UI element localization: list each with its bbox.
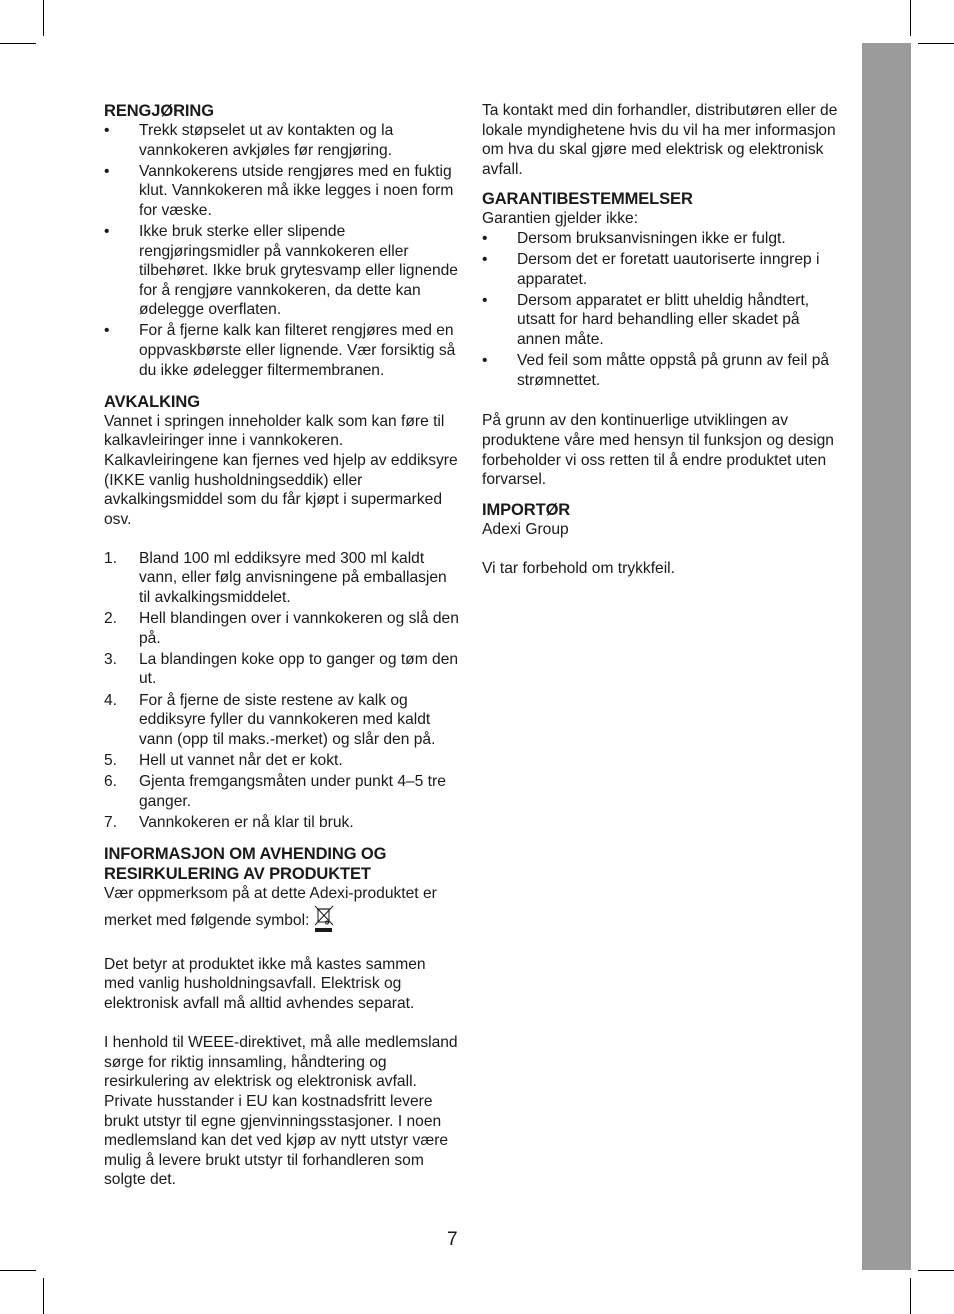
list-item: • Ved feil som måtte oppstå på grunn av feil på strømnettet. bbox=[482, 352, 830, 389]
side-tab bbox=[862, 43, 911, 1270]
crop-mark bbox=[0, 1270, 36, 1271]
warranty-heading: GARANTIBESTEMMELSER bbox=[482, 190, 693, 209]
descaling-intro: Vannet i springen inneholder kalk som kan føre til kalkavleiringer inne i vannkokeren. Kalkavleiringene kan fjernes ved hjelp av eddiksyre (IKKE vanlig husholdningseddik) eller avkalkingsmiddel som du får kjøpt i supermarked osv. bbox=[104, 412, 458, 528]
list-item: 3. La blandingen koke opp to ganger og tøm den ut. bbox=[104, 650, 459, 688]
bullet: • bbox=[104, 162, 110, 180]
list-item: 5. Hell ut vannet når det er kokt. bbox=[104, 751, 343, 769]
disclaimer: Vi tar forbehold om trykkfeil. bbox=[482, 559, 675, 577]
contact-paragraph: Ta kontakt med din forhandler, distributøren eller de lokale myndighetene hvis du vil ha mer informasjon om hva du skal gjøre med elektrisk og elektronisk avfall. bbox=[482, 102, 838, 178]
cleaning-heading: RENGJØRING bbox=[104, 102, 214, 120]
crop-mark bbox=[43, 1278, 44, 1314]
warranty-closing: På grunn av den kontinuerlige utviklingen av produktene våre med hensyn til funksjon og design forbeholder vi oss retten til å endre produktet uten forvarsel. bbox=[482, 412, 834, 489]
disposal-paragraph: Det betyr at produktet ikke må kastes sammen med vanlig husholdningsavfall. Elektrisk og elektronisk avfall må alltid avhendes separat. bbox=[104, 955, 426, 1013]
list-item: • Vannkokerens utside rengjøres med en fuktig klut. Vannkokeren må ikke legges i noen form for væske. bbox=[104, 162, 454, 219]
crop-mark bbox=[0, 43, 36, 44]
list-item: 4. For å fjerne de siste restene av kalk og eddiksyre fyller du vannkokeren med kaldt vann (opp til maks.-merket) og slår den på. bbox=[104, 691, 436, 748]
list-item: • Trekk støpselet ut av kontakten og la vannkokeren avkjøles før rengjøring. bbox=[104, 122, 394, 159]
importer-name: Adexi Group bbox=[482, 520, 569, 538]
crossed-out-wheelie-bin-icon bbox=[313, 903, 335, 935]
cleaning-list bbox=[104, 121, 460, 380]
page-number: 7 bbox=[447, 1229, 458, 1250]
list-item: • For å fjerne kalk kan filteret rengjøres med en oppvaskbørste eller lignende. Vær forsiktig så du ikke ødelegger filtermembranen. bbox=[104, 322, 456, 379]
right-column bbox=[482, 101, 838, 578]
list-item: • Dersom apparatet er blitt uheldig håndtert, utsatt for hard behandling eller skadet på annen måte. bbox=[482, 291, 810, 348]
warranty-list bbox=[482, 229, 838, 390]
list-item: • Dersom bruksanvisningen ikke er fulgt. bbox=[482, 229, 786, 247]
bullet: • bbox=[104, 222, 110, 240]
list-item: 2. Hell blandingen over i vannkokeren og slå den på. bbox=[104, 610, 459, 647]
crop-mark bbox=[918, 1270, 954, 1271]
list-item: • Dersom det er foretatt uautoriserte inngrep i apparatet. bbox=[482, 251, 820, 288]
bullet: • bbox=[482, 291, 488, 309]
bullet: • bbox=[482, 251, 488, 269]
bullet: • bbox=[104, 122, 110, 139]
list-item: 6. Gjenta fremgangsmåten under punkt 4–5 tre ganger. bbox=[104, 772, 446, 810]
list-item: 1. Bland 100 ml eddiksyre med 300 ml kaldt vann, eller følg anvisningene på emballasjen til avkalkingsmiddelet. bbox=[104, 549, 447, 607]
bullet: • bbox=[482, 229, 488, 247]
descaling-heading: AVKALKING bbox=[104, 392, 200, 411]
weee-paragraph: I henhold til WEEE-direktivet, må alle medlemsland sørge for riktig innsamling, håndtering og resirkulering av elektrisk og elektronisk avfall. Private husstander i EU kan kostnadsfritt levere brukt utstyr til egne gjenvinningsstasjoner. I noen medlemsland kan det ved kjøp av nytt utstyr være mulig å levere brukt utstyr til forhandleren som solgte det. bbox=[104, 1034, 458, 1189]
left-column bbox=[104, 101, 460, 1190]
list-item: 7. Vannkokeren er nå klar til bruk. bbox=[104, 813, 354, 831]
crop-mark bbox=[910, 1278, 911, 1314]
disposal-heading: INFORMASJON OM AVHENDING OG RESIRKULERING AV PRODUKTET bbox=[104, 844, 387, 883]
bullet: • bbox=[482, 352, 488, 370]
importer-heading: IMPORTØR bbox=[482, 500, 571, 519]
disposal-symbol-text: Vær oppmerksom på at dette Adexi-produktet er merket med følgende symbol: bbox=[104, 884, 460, 936]
descaling-steps bbox=[104, 549, 460, 832]
list-item: • Ikke bruk sterke eller slipende rengjøringsmidler på vannkokeren eller tilbehøret. Ikke bruk grytesvamp eller lignende for å rengjøre vannkokeren, da dette kan ødelegge overflaten. bbox=[104, 222, 458, 319]
crop-mark bbox=[43, 0, 44, 36]
warranty-intro: Garantien gjelder ikke: bbox=[482, 210, 639, 228]
crop-mark bbox=[918, 43, 954, 44]
bullet: • bbox=[104, 322, 110, 340]
crop-mark bbox=[910, 0, 911, 36]
